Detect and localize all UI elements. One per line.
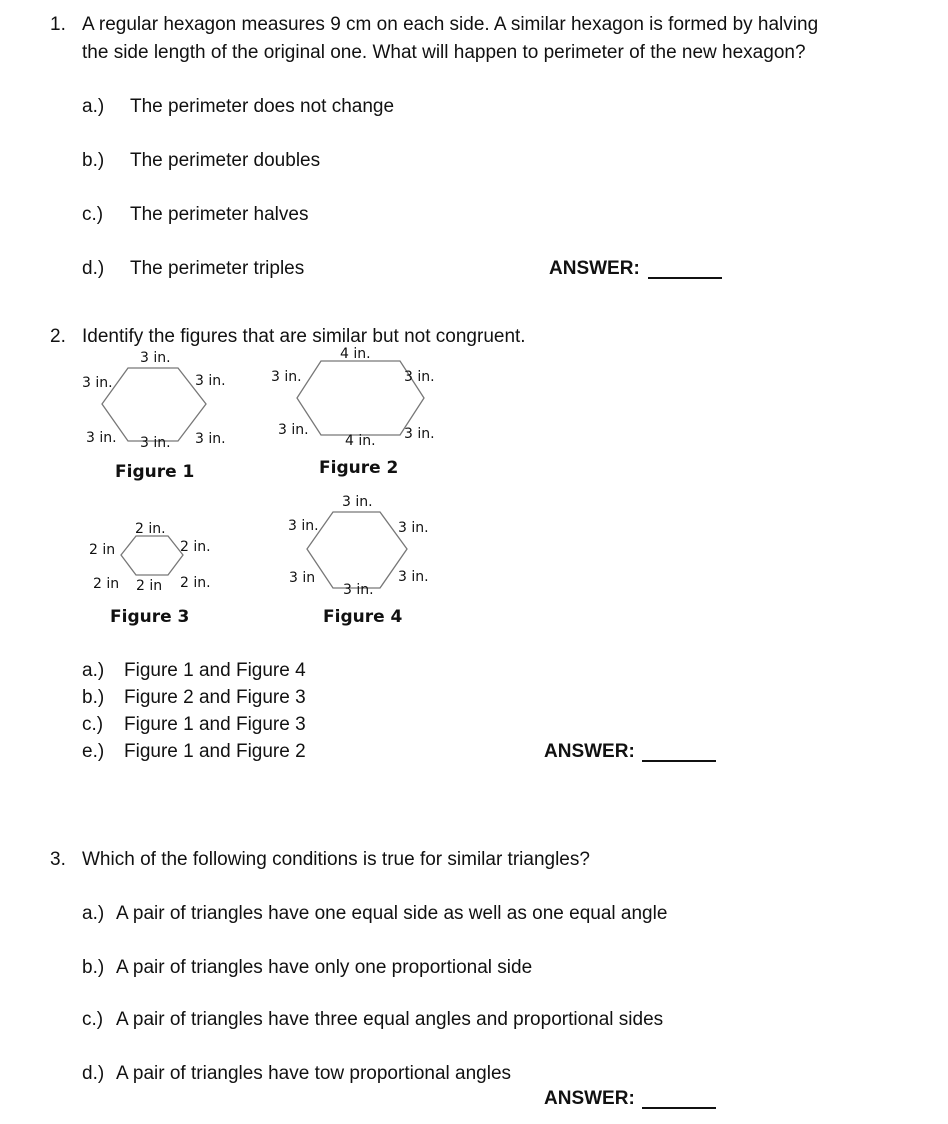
q3-option-a-label[interactable]: a.)	[82, 903, 105, 924]
q3-option-d-label[interactable]: d.)	[82, 1063, 105, 1084]
q3-answer-label: ANSWER:	[544, 1088, 635, 1109]
figure-4-label-lower-left: 3 in	[289, 570, 316, 586]
figure-1-label-upper-right: 3 in.	[195, 373, 226, 389]
figure-3-label-upper-right: 2 in.	[180, 539, 211, 555]
q2-option-b-text[interactable]: Figure 2 and Figure 3	[124, 687, 306, 708]
figure-1-label-lower-right: 3 in.	[195, 431, 226, 447]
figure-4-label-upper-left: 3 in.	[288, 518, 319, 534]
q3-option-a-text[interactable]: A pair of triangles have one equal side as well as one equal angle	[116, 903, 668, 924]
figure-3-hexagon	[121, 536, 183, 575]
q2-answer-label: ANSWER:	[544, 741, 635, 762]
q3-answer-blank[interactable]	[642, 1107, 716, 1109]
q1-option-b-text[interactable]: The perimeter doubles	[130, 150, 321, 171]
figure-4-label-lower-right: 3 in.	[398, 569, 429, 585]
figure-3-title: Figure 3	[110, 607, 190, 627]
q3-number: 3.	[50, 849, 66, 870]
figure-2-label-upper-left: 3 in.	[271, 369, 302, 385]
figure-2-label-lower-right: 3 in.	[404, 426, 435, 442]
q2-option-a-text[interactable]: Figure 1 and Figure 4	[124, 660, 306, 681]
q3-option-b-text[interactable]: A pair of triangles have only one proportional side	[116, 957, 533, 978]
q2-option-c-text[interactable]: Figure 1 and Figure 3	[124, 714, 306, 735]
q2-option-e-text[interactable]: Figure 1 and Figure 2	[124, 741, 306, 762]
figure-2-label-lower-left: 3 in.	[278, 422, 309, 438]
figure-1-label-upper-left: 3 in.	[82, 375, 113, 391]
q2-text: Identify the figures that are similar but not congruent.	[82, 326, 526, 347]
figure-3-label-lower-left: 2 in	[93, 576, 120, 592]
q1-text-line2: the side length of the original one. What will happen to perimeter of the new hexagon?	[82, 42, 806, 63]
figure-3-label-lower-right: 2 in.	[180, 575, 211, 591]
q3-option-c-text[interactable]: A pair of triangles have three equal angles and proportional sides	[116, 1009, 664, 1030]
figure-4-label-upper-right: 3 in.	[398, 520, 429, 536]
q1-option-a-label[interactable]: a.)	[82, 96, 105, 117]
figure-4-title: Figure 4	[323, 607, 403, 627]
figure-3-label-top: 2 in.	[135, 521, 166, 537]
q2-option-a-label[interactable]: a.)	[82, 660, 105, 681]
q2-answer-blank[interactable]	[642, 760, 716, 762]
figure-2-label-top: 4 in.	[340, 346, 371, 362]
q2-option-b-label[interactable]: b.)	[82, 687, 105, 708]
q1-answer-label: ANSWER:	[549, 258, 640, 279]
figure-2-title: Figure 2	[319, 458, 399, 478]
figure-4-label-bottom: 3 in.	[343, 582, 374, 598]
q2-option-e-label[interactable]: e.)	[82, 741, 105, 762]
q3-text: Which of the following conditions is true for similar triangles?	[82, 849, 590, 870]
q1-option-d-text[interactable]: The perimeter triples	[130, 258, 305, 279]
figure-1-label-lower-left: 3 in.	[86, 430, 117, 446]
figure-1-title: Figure 1	[115, 462, 195, 482]
q3-option-b-label[interactable]: b.)	[82, 957, 105, 978]
figure-1-label-bottom: 3 in.	[140, 435, 171, 451]
q1-number: 1.	[50, 14, 66, 35]
figure-3-label-upper-left: 2 in	[89, 542, 116, 558]
figure-1-hexagon	[102, 368, 206, 441]
q1-option-c-label[interactable]: c.)	[82, 204, 104, 225]
q3-option-c-label[interactable]: c.)	[82, 1009, 104, 1030]
q3-option-d-text[interactable]: A pair of triangles have tow proportional angles	[116, 1063, 512, 1084]
figure-4-hexagon	[307, 512, 407, 588]
q1-option-c-text[interactable]: The perimeter halves	[130, 204, 309, 225]
q1-text-line1: A regular hexagon measures 9 cm on each side. A similar hexagon is formed by halving	[82, 14, 819, 35]
figure-1-label-top: 3 in.	[140, 350, 171, 366]
q1-option-a-text[interactable]: The perimeter does not change	[130, 96, 395, 117]
q1-option-d-label[interactable]: d.)	[82, 258, 105, 279]
figure-2-label-bottom: 4 in.	[345, 433, 376, 449]
figure-2-label-upper-right: 3 in.	[404, 369, 435, 385]
figure-3-label-bottom: 2 in	[136, 578, 163, 594]
q2-number: 2.	[50, 326, 66, 347]
q2-option-c-label[interactable]: c.)	[82, 714, 104, 735]
q1-option-b-label[interactable]: b.)	[82, 150, 105, 171]
figure-4-label-top: 3 in.	[342, 494, 373, 510]
